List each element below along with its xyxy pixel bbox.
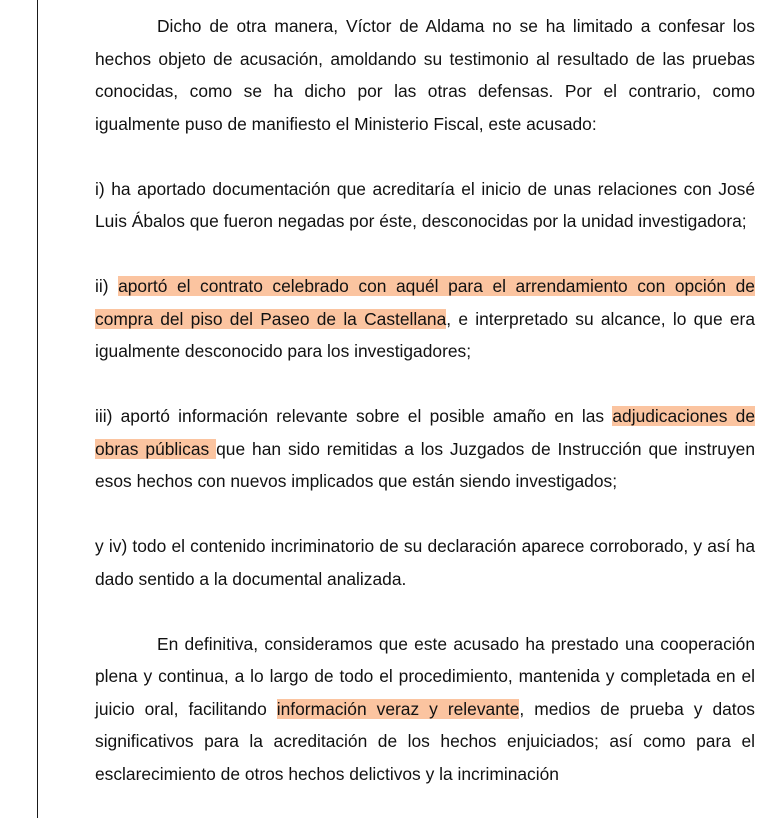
text-run: que han sido remitidas a los Juzgados de Instrucción que instruyen esos hechos con nuevos implicados que están siendo investigados;	[95, 438, 755, 491]
paragraph-item-ii	[95, 270, 755, 368]
document-body	[95, 10, 755, 790]
paragraph-item-iv	[95, 530, 755, 595]
highlighted-text: información veraz y relevante	[276, 698, 520, 719]
text-run: En definitiva, consideramos que este acusado ha prestado una cooperación plena y continua, a lo largo de todo el procedimiento, mantenida y completada en el juicio oral, facilitando	[95, 633, 755, 719]
text-run: i) ha aportado documentación que acreditaría el inicio de unas relaciones con José Luis Ábalos que fueron negadas por éste, desconocidas por la unidad investigadora;	[95, 178, 755, 231]
text-run: ii)	[95, 276, 119, 296]
text-run: Dicho de otra manera, Víctor de Aldama no se ha limitado a confesar los hechos objeto de acusación, amoldando su testimonio al resultado de las pruebas conocidas, como se ha dicho por las otras defensas. Por el contrario, como igualmente puso de manifiesto el Ministerio Fiscal, este acusado:	[95, 16, 755, 134]
paragraph-conclusion	[95, 628, 755, 791]
highlighted-text: adjudicaciones de obras públicas	[95, 406, 755, 459]
paragraph-item-iii	[95, 400, 755, 498]
paragraph-intro	[95, 10, 755, 140]
paragraph-gap	[95, 140, 755, 173]
highlighted-text: aportó el contrato celebrado con aquél para el arrendamiento con opción de compra del piso del Paseo de la Castellana	[95, 276, 755, 329]
text-run: iii) aportó información relevante sobre el posible amaño en las	[95, 406, 613, 426]
text-run: y iv) todo el contenido incriminatorio de su declaración aparece corroborado, y así ha dado sentido a la documental analizada.	[95, 536, 755, 589]
text-run: , medios de prueba y datos significativos para la acreditación de los hechos enjuiciados; así como para el esclarecimiento de otros hechos delictivos y la incriminación	[95, 698, 755, 784]
paragraph-gap	[95, 595, 755, 628]
paragraph-gap	[95, 368, 755, 401]
paragraph-item-i	[95, 173, 755, 238]
text-run: , e interpretado su alcance, lo que era igualmente desconocido para los investigadores;	[95, 308, 755, 361]
left-margin-rule	[37, 0, 38, 818]
paragraph-gap	[95, 238, 755, 271]
paragraph-gap	[95, 498, 755, 531]
